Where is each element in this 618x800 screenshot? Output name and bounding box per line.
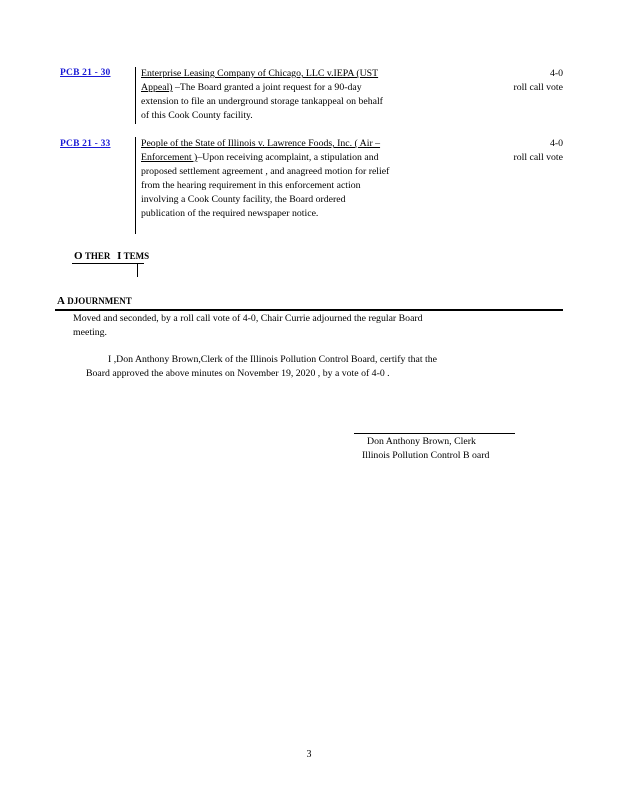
vote-result [513,67,563,95]
signature-line [354,433,515,434]
case-divider [135,137,136,234]
case-text-line: from the hearing requirement in this enforcement action [141,180,361,191]
signature-name: Don Anthony Brown, Clerk [367,436,476,447]
case-text-line: Enforcement )–Upon receiving acomplaint, a stipulation and [141,152,379,163]
signature-org: Illinois Pollution Control B oard [362,450,490,461]
case-description-pcb-21-33 [141,137,389,221]
other-items-underline [72,263,144,264]
other-items-divider [137,263,138,277]
case-text-line: proposed settlement agreement , and anagreed motion for relief [141,166,390,177]
case-text-line: involving a Cook County facility, the Board ordered [141,194,346,205]
adjournment-rule [55,309,563,311]
case-text-line: publication of the required newspaper notice. [141,208,319,219]
case-title: Enterprise Leasing Company of Chicago, LLC v.IEPA (UST [141,68,379,79]
case-description-pcb-21-30 [141,67,383,123]
case-text-line: of this Cook County facility. [141,110,253,121]
case-title: People of the State of Illinois v. Lawrence Foods, Inc. ( Air – [141,138,381,149]
vote-count: 4-0 [549,68,563,79]
case-text-line: Appeal) –The Board granted a joint request for a 90-day [141,82,362,93]
page-number: 3 [306,749,312,760]
adjournment-text: Moved and seconded, by a roll call vote of 4-0, Chair Currie adjourned the regular Board meeting. [73,313,423,338]
vote-count: 4-0 [549,138,563,149]
vote-label: roll call vote [513,82,563,93]
case-link-pcb-21-33[interactable]: PCB 21 - 33 [60,139,111,149]
adjournment-heading: A DJOURNMENT [57,295,132,307]
other-items-heading: O THER I TEMS [74,250,150,262]
case-divider [135,67,136,124]
vote-label: roll call vote [513,152,563,163]
case-link-pcb-21-30[interactable]: PCB 21 - 30 [60,68,111,78]
certification-text: I ,Don Anthony Brown,Clerk of the Illinois Pollution Control Board, certify that the Board approved the above minutes on November 19, 2020 , by a vote of 4-0 . [86,354,437,379]
vote-result [513,137,563,165]
signature-block [362,435,489,463]
case-text-line: extension to file an underground storage tankappeal on behalf [141,96,383,107]
